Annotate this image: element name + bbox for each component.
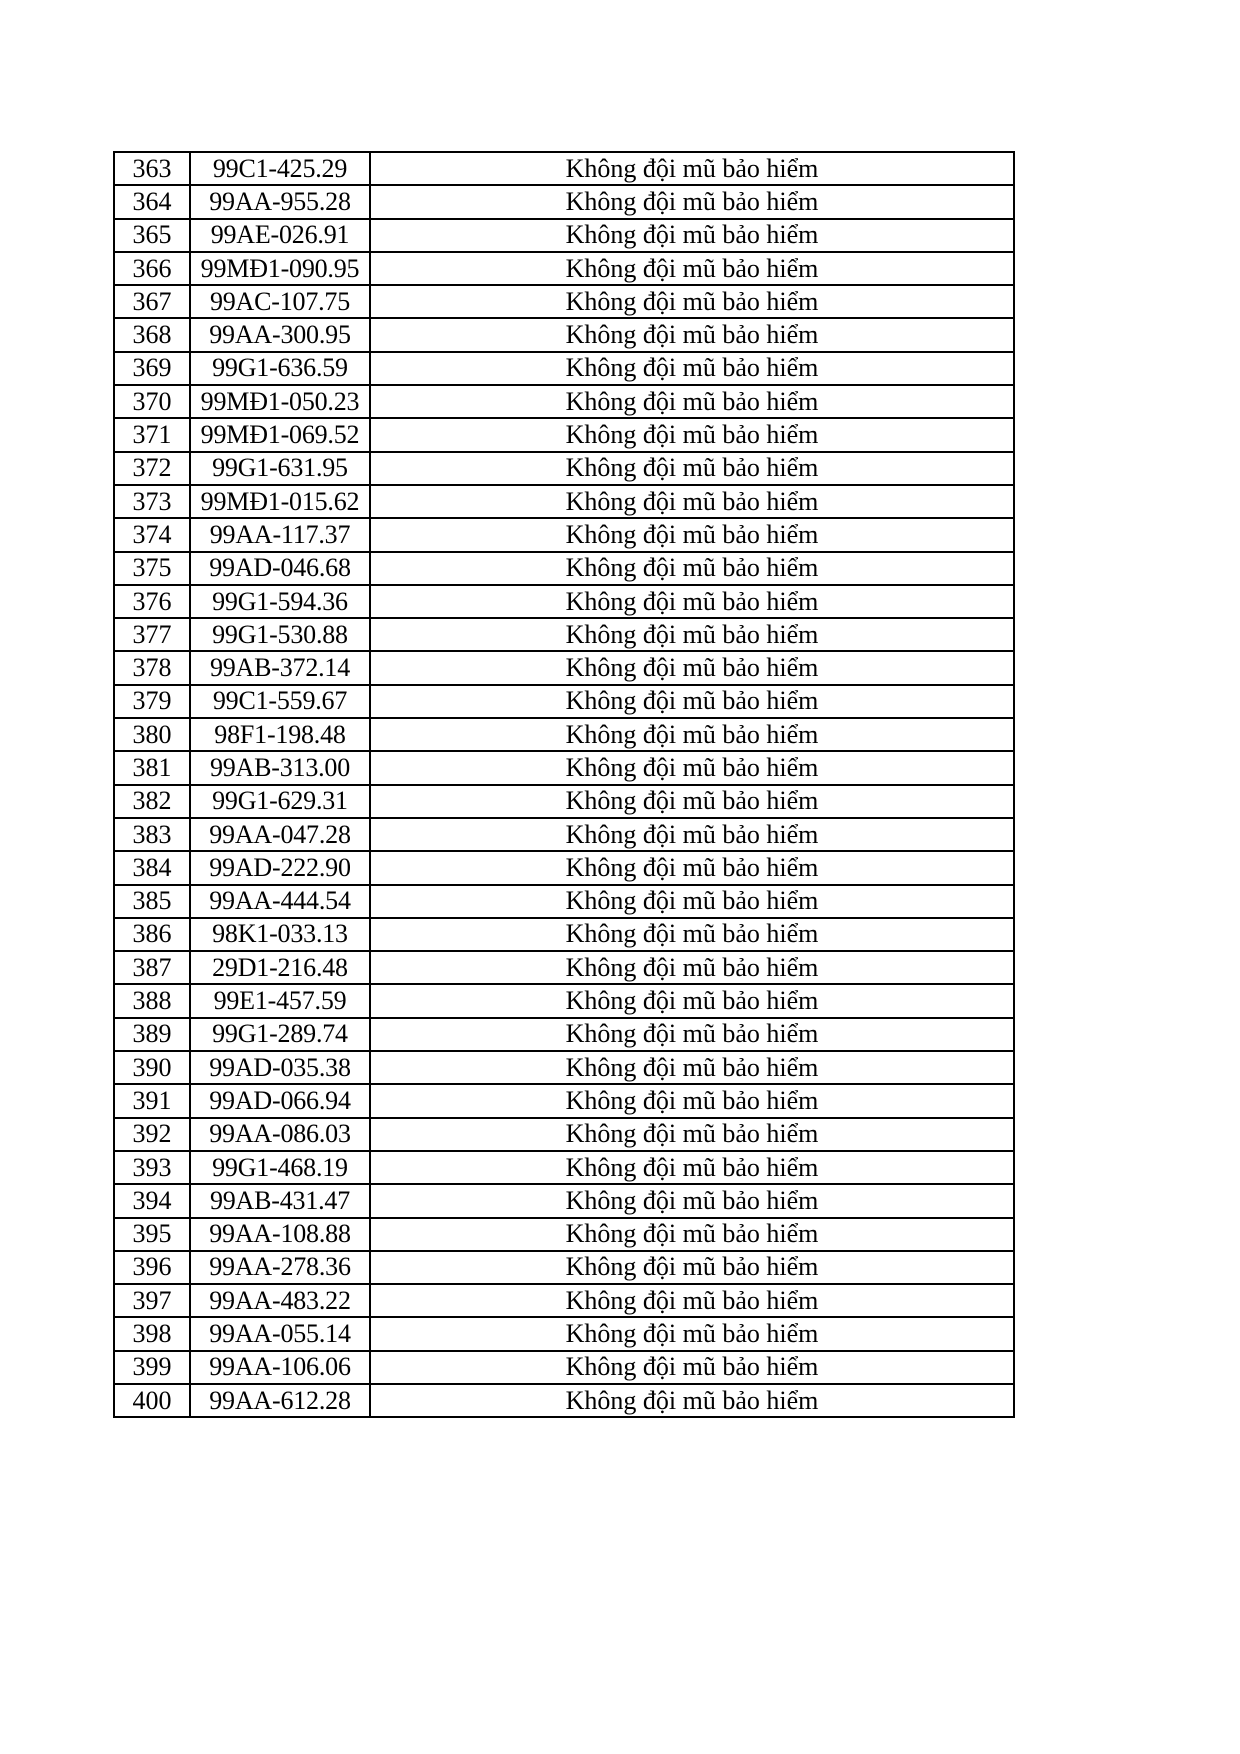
license-plate-cell: 99AC-107.75 [190,285,370,318]
license-plate-cell: 99AB-372.14 [190,651,370,684]
license-plate-cell: 99G1-631.95 [190,452,370,485]
table-row [114,651,1014,684]
violation-cell: Không đội mũ bảo hiểm [370,152,1014,185]
license-plate-cell: 99AB-431.47 [190,1184,370,1217]
row-number-cell: 397 [114,1284,190,1317]
license-plate-cell: 99AA-106.06 [190,1351,370,1384]
row-number-cell: 367 [114,285,190,318]
row-number-cell: 395 [114,1218,190,1251]
violation-cell: Không đội mũ bảo hiểm [370,352,1014,385]
table-row [114,618,1014,651]
violation-cell: Không đội mũ bảo hiểm [370,1351,1014,1384]
row-number-cell: 391 [114,1084,190,1117]
violation-cell: Không đội mũ bảo hiểm [370,685,1014,718]
license-plate-cell: 99AA-117.37 [190,518,370,551]
table-row [114,418,1014,451]
license-plate-cell: 98F1-198.48 [190,718,370,751]
license-plate-cell: 99C1-425.29 [190,152,370,185]
license-plate-cell: 99G1-594.36 [190,585,370,618]
license-plate-cell: 99E1-457.59 [190,984,370,1017]
violation-cell: Không đội mũ bảo hiểm [370,518,1014,551]
table-row [114,984,1014,1017]
table-row [114,1184,1014,1217]
table-row [114,552,1014,585]
license-plate-cell: 99AD-035.38 [190,1051,370,1084]
table-row [114,1317,1014,1350]
row-number-cell: 381 [114,751,190,784]
license-plate-cell: 99AA-108.88 [190,1218,370,1251]
license-plate-cell: 99AA-612.28 [190,1384,370,1417]
table-row [114,185,1014,218]
row-number-cell: 392 [114,1118,190,1151]
row-number-cell: 375 [114,552,190,585]
violation-cell: Không đội mũ bảo hiểm [370,185,1014,218]
license-plate-cell: 99AA-278.36 [190,1251,370,1284]
violation-table-body [114,152,1014,1417]
violation-cell: Không đội mũ bảo hiểm [370,252,1014,285]
license-plate-cell: 99AA-955.28 [190,185,370,218]
violation-cell: Không đội mũ bảo hiểm [370,1118,1014,1151]
license-plate-cell: 99MĐ1-069.52 [190,418,370,451]
table-row [114,385,1014,418]
table-row [114,485,1014,518]
row-number-cell: 363 [114,152,190,185]
violation-cell: Không đội mũ bảo hiểm [370,1051,1014,1084]
violation-cell: Không đội mũ bảo hiểm [370,1184,1014,1217]
row-number-cell: 364 [114,185,190,218]
violation-cell: Không đội mũ bảo hiểm [370,485,1014,518]
table-row [114,152,1014,185]
license-plate-cell: 99AA-047.28 [190,818,370,851]
table-row [114,219,1014,252]
row-number-cell: 378 [114,651,190,684]
row-number-cell: 393 [114,1151,190,1184]
license-plate-cell: 99G1-629.31 [190,785,370,818]
row-number-cell: 388 [114,984,190,1017]
table-row [114,785,1014,818]
violation-cell: Không đội mũ bảo hiểm [370,552,1014,585]
row-number-cell: 371 [114,418,190,451]
violation-cell: Không đội mũ bảo hiểm [370,585,1014,618]
license-plate-cell: 99AD-066.94 [190,1084,370,1117]
row-number-cell: 379 [114,685,190,718]
table-row [114,518,1014,551]
violation-cell: Không đội mũ bảo hiểm [370,385,1014,418]
row-number-cell: 390 [114,1051,190,1084]
row-number-cell: 373 [114,485,190,518]
row-number-cell: 396 [114,1251,190,1284]
row-number-cell: 399 [114,1351,190,1384]
violation-cell: Không đội mũ bảo hiểm [370,318,1014,351]
table-row [114,685,1014,718]
table-row [114,951,1014,984]
violation-cell: Không đội mũ bảo hiểm [370,1218,1014,1251]
license-plate-cell: 99G1-468.19 [190,1151,370,1184]
license-plate-cell: 99AA-055.14 [190,1317,370,1350]
table-row [114,1118,1014,1151]
table-row [114,751,1014,784]
violation-cell: Không đội mũ bảo hiểm [370,1384,1014,1417]
row-number-cell: 376 [114,585,190,618]
license-plate-cell: 99AA-483.22 [190,1284,370,1317]
violation-cell: Không đội mũ bảo hiểm [370,785,1014,818]
table-row [114,1284,1014,1317]
table-row [114,1351,1014,1384]
violation-cell: Không đội mũ bảo hiểm [370,1084,1014,1117]
row-number-cell: 398 [114,1317,190,1350]
violation-cell: Không đội mũ bảo hiểm [370,718,1014,751]
row-number-cell: 385 [114,885,190,918]
row-number-cell: 365 [114,219,190,252]
row-number-cell: 366 [114,252,190,285]
violation-cell: Không đội mũ bảo hiểm [370,818,1014,851]
row-number-cell: 369 [114,352,190,385]
violation-cell: Không đội mũ bảo hiểm [370,851,1014,884]
table-row [114,452,1014,485]
table-row [114,285,1014,318]
license-plate-cell: 29D1-216.48 [190,951,370,984]
violation-cell: Không đội mũ bảo hiểm [370,951,1014,984]
table-row [114,585,1014,618]
violation-cell: Không đội mũ bảo hiểm [370,285,1014,318]
license-plate-cell: 99G1-636.59 [190,352,370,385]
table-row [114,318,1014,351]
table-row [114,1084,1014,1117]
violation-cell: Không đội mũ bảo hiểm [370,618,1014,651]
row-number-cell: 370 [114,385,190,418]
violation-cell: Không đội mũ bảo hiểm [370,885,1014,918]
table-row [114,1018,1014,1051]
violation-cell: Không đội mũ bảo hiểm [370,651,1014,684]
row-number-cell: 383 [114,818,190,851]
license-plate-cell: 99G1-530.88 [190,618,370,651]
license-plate-cell: 99AD-046.68 [190,552,370,585]
row-number-cell: 382 [114,785,190,818]
license-plate-cell: 99AA-444.54 [190,885,370,918]
row-number-cell: 387 [114,951,190,984]
violation-cell: Không đội mũ bảo hiểm [370,418,1014,451]
row-number-cell: 374 [114,518,190,551]
license-plate-cell: 99MĐ1-050.23 [190,385,370,418]
violation-cell: Không đội mũ bảo hiểm [370,452,1014,485]
table-row [114,885,1014,918]
violation-cell: Không đội mũ bảo hiểm [370,984,1014,1017]
table-row [114,851,1014,884]
license-plate-cell: 99AA-086.03 [190,1118,370,1151]
table-row [114,1151,1014,1184]
violation-table [113,151,1015,1418]
violation-cell: Không đội mũ bảo hiểm [370,1018,1014,1051]
license-plate-cell: 99G1-289.74 [190,1018,370,1051]
row-number-cell: 372 [114,452,190,485]
license-plate-cell: 99AB-313.00 [190,751,370,784]
row-number-cell: 394 [114,1184,190,1217]
table-row [114,1218,1014,1251]
license-plate-cell: 99AA-300.95 [190,318,370,351]
row-number-cell: 380 [114,718,190,751]
table-row [114,1384,1014,1417]
license-plate-cell: 99AD-222.90 [190,851,370,884]
license-plate-cell: 99AE-026.91 [190,219,370,252]
table-row [114,718,1014,751]
violation-cell: Không đội mũ bảo hiểm [370,751,1014,784]
row-number-cell: 389 [114,1018,190,1051]
row-number-cell: 377 [114,618,190,651]
row-number-cell: 400 [114,1384,190,1417]
table-row [114,252,1014,285]
license-plate-cell: 99MĐ1-015.62 [190,485,370,518]
violation-cell: Không đội mũ bảo hiểm [370,918,1014,951]
violation-cell: Không đội mũ bảo hiểm [370,219,1014,252]
table-row [114,1251,1014,1284]
violation-cell: Không đội mũ bảo hiểm [370,1251,1014,1284]
table-row [114,352,1014,385]
row-number-cell: 386 [114,918,190,951]
license-plate-cell: 99MĐ1-090.95 [190,252,370,285]
table-row [114,1051,1014,1084]
violation-cell: Không đội mũ bảo hiểm [370,1317,1014,1350]
table-row [114,818,1014,851]
violation-cell: Không đội mũ bảo hiểm [370,1151,1014,1184]
license-plate-cell: 99C1-559.67 [190,685,370,718]
table-row [114,918,1014,951]
row-number-cell: 368 [114,318,190,351]
row-number-cell: 384 [114,851,190,884]
violation-cell: Không đội mũ bảo hiểm [370,1284,1014,1317]
license-plate-cell: 98K1-033.13 [190,918,370,951]
